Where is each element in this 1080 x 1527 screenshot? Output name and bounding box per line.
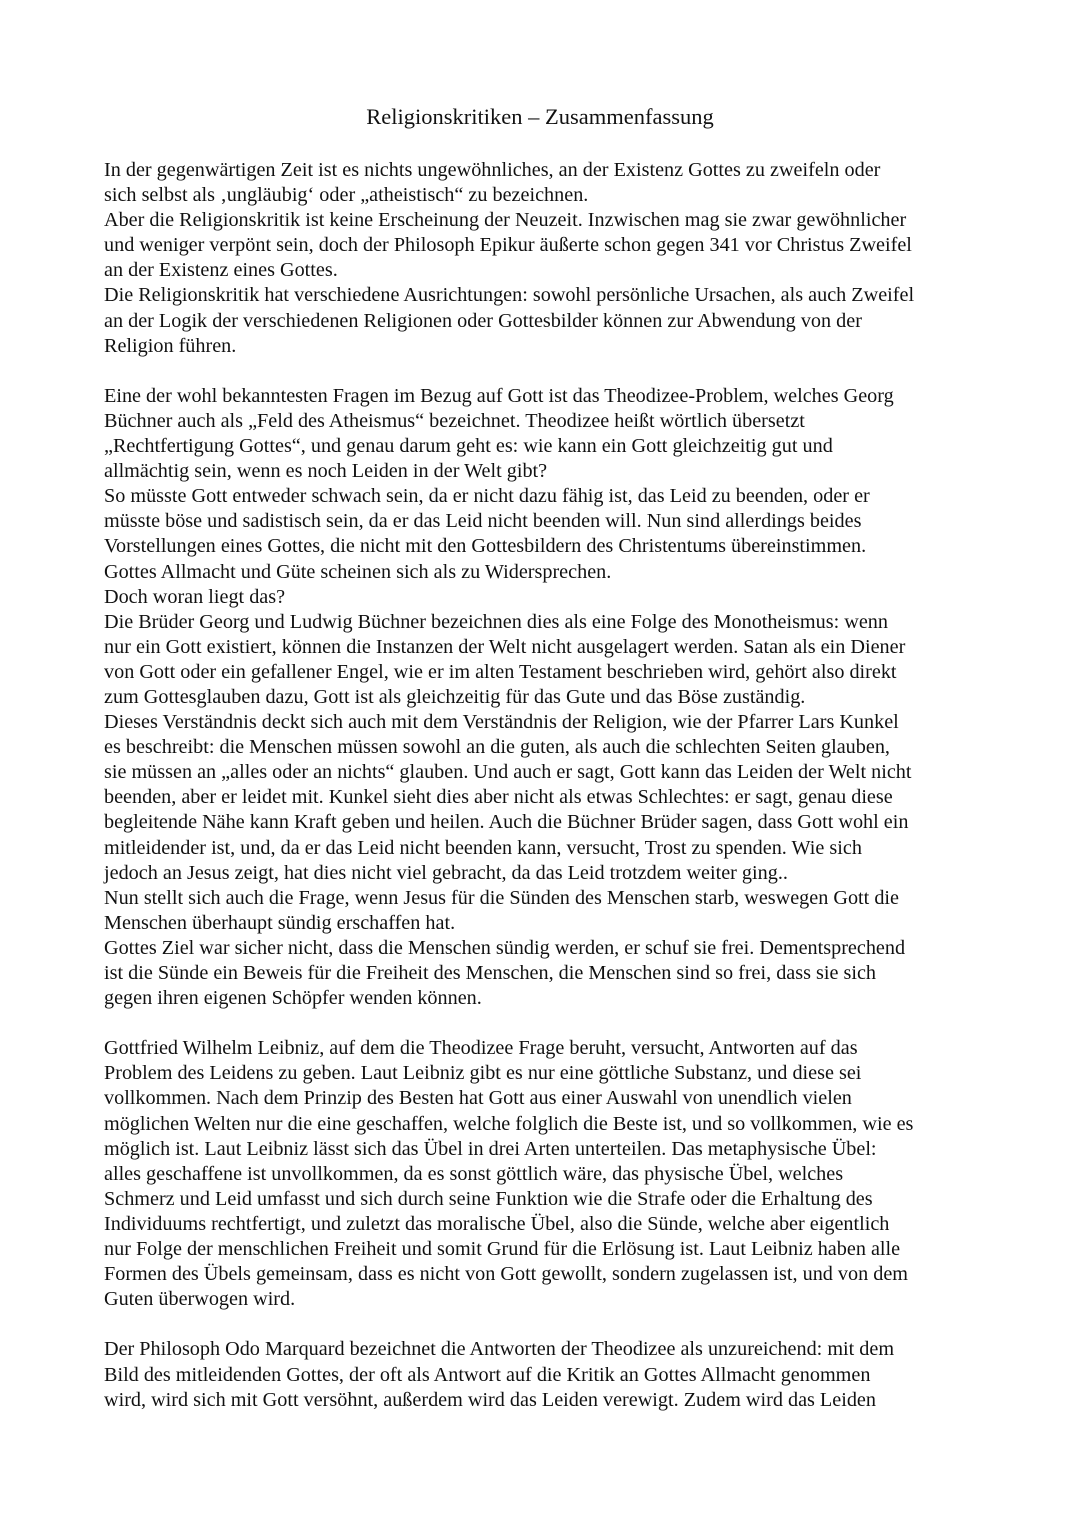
text-line: Problem des Leidens zu geben. Laut Leibniz gibt es nur eine göttliche Substanz, und diese sei (104, 1062, 862, 1085)
text-line: sie müssen an „alles oder an nichts“ glauben. Und auch er sagt, Gott kann das Leiden der Welt nicht (104, 761, 912, 784)
text-line: Doch woran liegt das? (104, 585, 286, 608)
paragraph (104, 158, 980, 359)
document-body (104, 158, 980, 1413)
text-line: Menschen überhaupt sündig erschaffen hat. (104, 911, 456, 934)
text-line: alles geschaffene ist unvollkommen, da es sonst göttlich wäre, das physische Übel, welches (104, 1162, 844, 1185)
text-line: Gottes Allmacht und Güte scheinen sich als zu Widersprechen. (104, 560, 612, 583)
text-line: Religion führen. (104, 334, 237, 357)
text-line: sich selbst als ‚ungläubig‘ oder „atheistisch“ zu bezeichnen. (104, 184, 589, 207)
text-line: vollkommen. Nach dem Prinzip des Besten hat Gott aus einer Auswahl von unendlich vielen (104, 1087, 852, 1110)
text-line: Bild des mitleidenden Gottes, der oft als Antwort auf die Kritik an Gottes Allmacht genommen (104, 1363, 871, 1386)
text-line: Eine der wohl bekanntesten Fragen im Bezug auf Gott ist das Theodizee-Problem, welches Georg (104, 384, 894, 407)
text-line: möglich ist. Laut Leibniz lässt sich das Übel in drei Arten unterteilen. Das metaphysische Übel: (104, 1137, 877, 1160)
text-line: Dieses Verständnis deckt sich auch mit dem Verständnis der Religion, wie der Pfarrer Lars Kunkel (104, 711, 899, 734)
paragraph-gap (104, 1312, 980, 1337)
paragraph-gap (104, 1011, 980, 1036)
text-line: allmächtig sein, wenn es noch Leiden in der Welt gibt? (104, 460, 548, 483)
text-line: zum Gottesglauben dazu, Gott ist als gleichzeitig für das Gute und das Böse zuständig. (104, 685, 806, 708)
text-line: es beschreibt: die Menschen müssen sowohl an die guten, als auch die schlechten Seiten glauben, (104, 736, 890, 759)
text-line: gegen ihren eigenen Schöpfer wenden können. (104, 987, 482, 1010)
text-line: Formen des Übels gemeinsam, dass es nicht von Gott gewollt, sondern zugelassen ist, und von dem (104, 1263, 909, 1286)
text-line: ist die Sünde ein Beweis für die Freiheit des Menschen, die Menschen sind so frei, dass sie sich (104, 962, 877, 984)
text-line: Die Religionskritik hat verschiedene Ausrichtungen: sowohl persönliche Ursachen, als auch Zweifel (104, 284, 915, 307)
text-line: Büchner auch als „Feld des Atheismus“ bezeichnet. Theodizee heißt wörtlich übersetzt (104, 409, 805, 432)
text-line: Vorstellungen eines Gottes, die nicht mit den Gottesbildern des Christentums übereinstimmen. (104, 535, 867, 558)
text-line: und weniger verpönt sein, doch der Philosoph Epikur äußerte schon gegen 341 vor Christus Zweifel (104, 234, 912, 257)
text-line: Aber die Religionskritik ist keine Erscheinung der Neuzeit. Inzwischen mag sie zwar gewöhnlicher (104, 209, 907, 232)
text-line: an der Existenz eines Gottes. (104, 259, 338, 282)
text-line: wird, wird sich mit Gott versöhnt, außerdem wird das Leiden verewigt. Zudem wird das Leiden (104, 1388, 876, 1411)
text-line: Gottfried Wilhelm Leibniz, auf dem die Theodizee Frage beruht, versucht, Antworten auf das (104, 1037, 858, 1060)
paragraph (104, 384, 980, 1011)
text-line: Guten überwogen wird. (104, 1288, 296, 1311)
text-line: In der gegenwärtigen Zeit ist es nichts ungewöhnliches, an der Existenz Gottes zu zweifeln oder (104, 159, 881, 181)
text-line: nur Folge der menschlichen Freiheit und somit Grund für die Erlösung ist. Laut Leibniz haben alle (104, 1238, 901, 1261)
text-line: möglichen Welten nur die eine geschaffen, welche folglich die Beste ist, und so vollkommen, wie es (104, 1112, 914, 1135)
text-line: Die Brüder Georg und Ludwig Büchner bezeichnen dies als eine Folge des Monotheismus: wenn (104, 610, 888, 633)
text-line: Gottes Ziel war sicher nicht, dass die Menschen sündig werden, er schuf sie frei. Dementsprechend (104, 936, 906, 959)
text-line: jedoch an Jesus zeigt, hat dies nicht viel gebracht, da das Leid trotzdem weiter ging.. (104, 861, 788, 884)
text-line: „Rechtfertigung Gottes“, und genau darum geht es: wie kann ein Gott gleichzeitig gut und (104, 435, 833, 458)
paragraph (104, 1337, 980, 1412)
text-line: Nun stellt sich auch die Frage, wenn Jesus für die Sünden des Menschen starb, weswegen Gott die (104, 886, 899, 909)
text-line: nur ein Gott existiert, können die Instanzen der Welt nicht ausgelagert werden. Satan als ein Diener (104, 635, 906, 658)
paragraph-gap (104, 359, 980, 384)
text-line: beenden, aber er leidet mit. Kunkel sieht dies aber nicht als etwas Schlechtes: er sagt, genau diese (104, 786, 893, 809)
text-line: Individuums rechtfertigt, und zuletzt das moralische Übel, also die Sünde, welche aber eigentlich (104, 1212, 890, 1235)
text-line: Schmerz und Leid umfasst und sich durch seine Funktion wie die Strafe oder die Erhaltung des (104, 1187, 873, 1210)
page-title: Religionskritiken – Zusammenfassung (366, 104, 714, 129)
text-line: So müsste Gott entweder schwach sein, da er nicht dazu fähig ist, das Leid zu beenden, oder er (104, 485, 870, 508)
paragraph (104, 1036, 980, 1312)
text-line: Der Philosoph Odo Marquard bezeichnet die Antworten der Theodizee als unzureichend: mit dem (104, 1338, 895, 1361)
text-line: begleitende Nähe kann Kraft geben und heilen. Auch die Büchner Brüder sagen, dass Gott wohl ein (104, 811, 909, 834)
text-line: von Gott oder ein gefallener Engel, wie er im alten Testament beschrieben wird, gehört also direkt (104, 660, 897, 683)
text-line: müsste böse und sadistisch sein, da er das Leid nicht beenden will. Nun sind allerdings beides (104, 510, 862, 533)
text-line: an der Logik der verschiedenen Religionen oder Gottesbilder können zur Abwendung von der (104, 309, 862, 332)
text-line: mitleidender ist, und, da er das Leid nicht beenden kann, versucht, Trost zu spenden. Wie sich (104, 836, 862, 859)
